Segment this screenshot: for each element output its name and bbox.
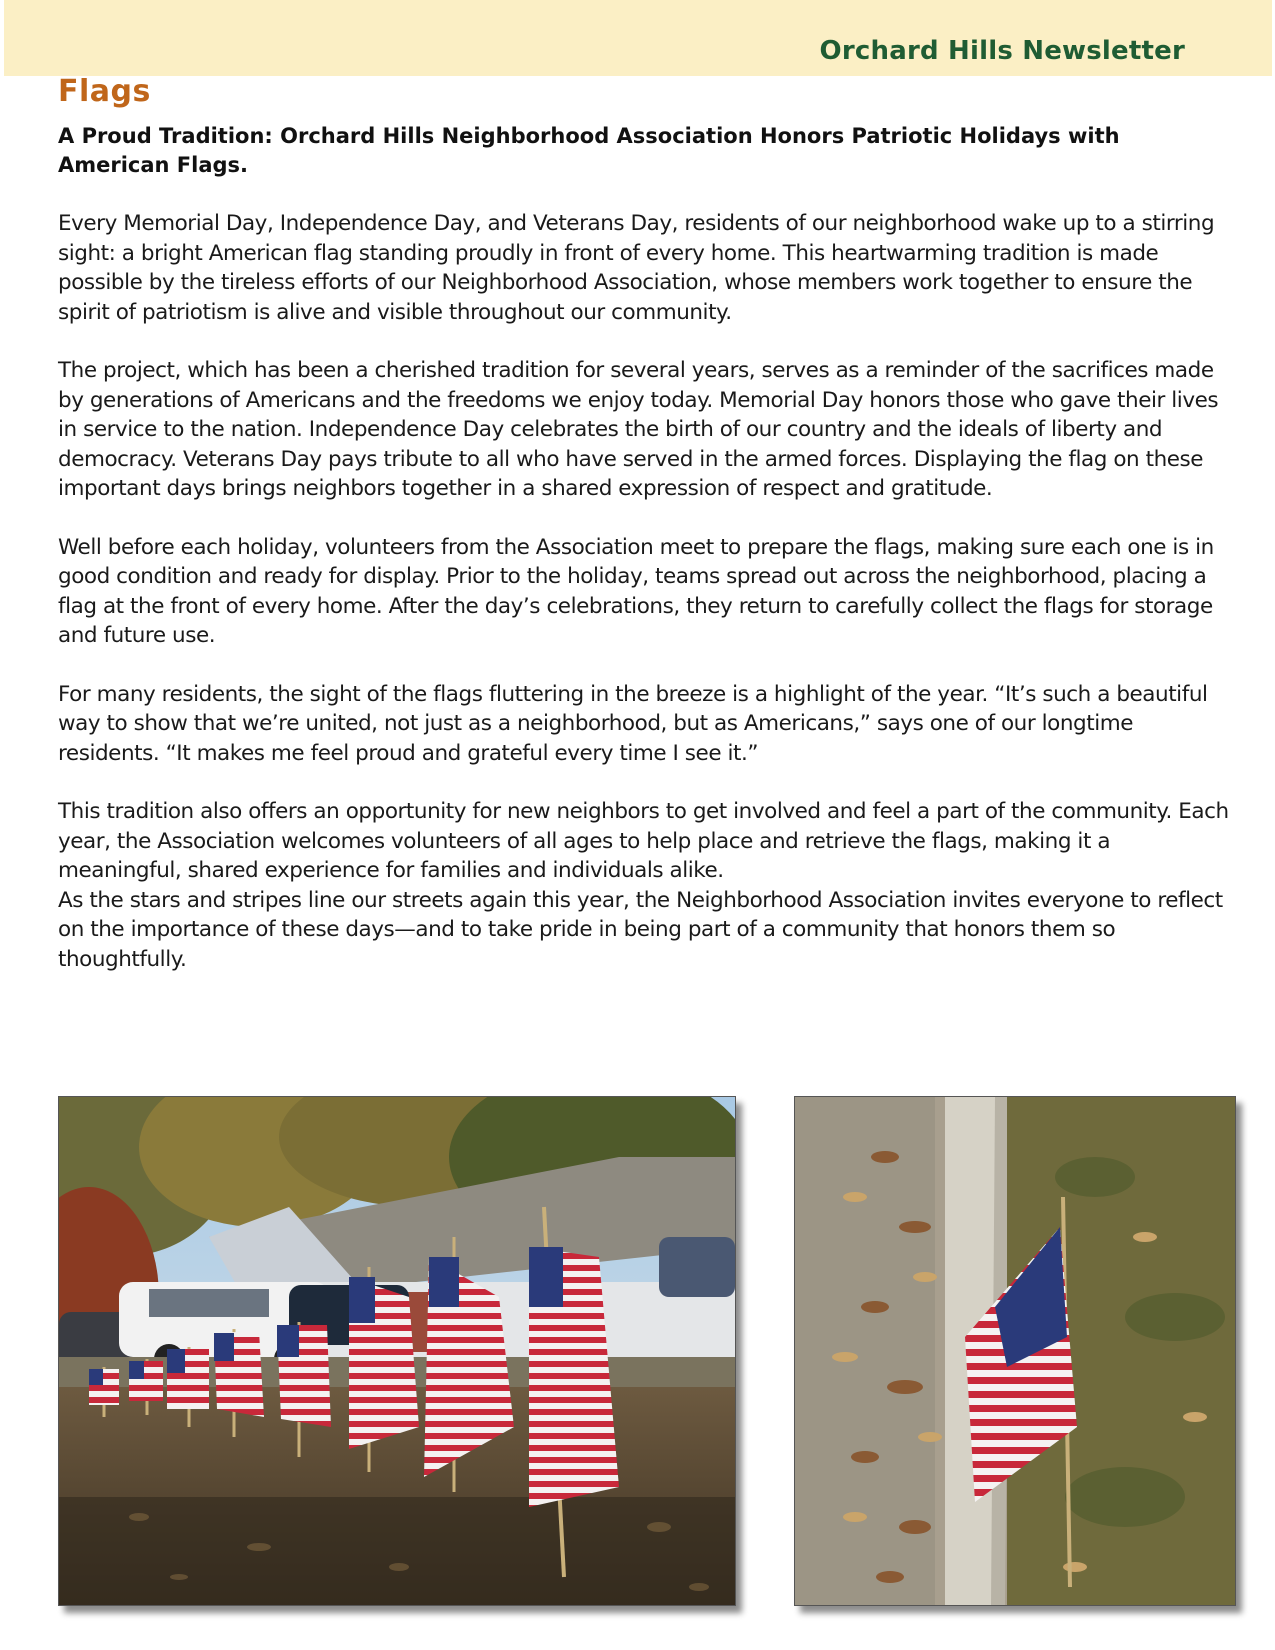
photo-flags-front-yard-image — [59, 1097, 735, 1605]
article-paragraph: Well before each holiday, volunteers from the Association meet to prepare the flags, making sure each one is in good condition and ready for display. Prior to the holiday, teams spread out across the neighborhood, placing a flag at the front of every home. After the day’s celebrations, they return to carefully collect the flags for storage and future use. — [58, 534, 1214, 648]
photo-flags-front-yard — [58, 1096, 736, 1606]
article-paragraph: Every Memorial Day, Independence Day, and Veterans Day, residents of our neighborhood wake up to a stirring sight: a bright American flag standing proudly in front of every home. This heartwarming tradition is made possible by the tireless efforts of our Neighborhood Association, whose members work together to ensure the spirit of patriotism is alive and visible throughout our community. — [58, 211, 1215, 325]
article-paragraph: For many residents, the sight of the flags fluttering in the breeze is a highlight of the year. “It’s such a beautiful way to show that we’re united, not just as a neighborhood, but as Americans,” says one of our longtime residents. “It makes me feel proud and grateful every time I see it.” — [58, 681, 1208, 766]
article-paragraph: As the stars and stripes line our streets again this year, the Neighborhood Association invites everyone to reflect on the importance of these days—and to take pride in being part of a community that honors them so thoughtfully. — [58, 887, 1223, 972]
article-headline: A Proud Tradition: Orchard Hills Neighborhood Association Honors Patriotic Holidays with American Flags. — [58, 124, 1120, 177]
article-paragraph: This tradition also offers an opportunity for new neighbors to get involved and feel a part of the community. Each year, the Association welcomes volunteers of all ages to help place and retrieve the flags, making it a meaningful, shared experience for families and individuals alike. — [58, 799, 1229, 883]
photo-flag-by-curb-image — [795, 1097, 1235, 1605]
section-title: Flags — [58, 74, 151, 109]
newsletter-title: Orchard Hills Newsletter — [819, 36, 1185, 66]
article-paragraph: The project, which has been a cherished tradition for several years, serves as a reminder of the sacrifices made by generations of Americans and the freedoms we enjoy today. Memorial Day honors those who gave their lives in service to the nation. Independence Day celebrates the birth of our country and the ideals of liberty and democracy. Veterans Day pays tribute to all who have served in the armed forces. Displaying the flag on these important days brings neighbors together in a shared expression of respect and gratitude. — [58, 358, 1219, 501]
article-body — [58, 122, 1238, 974]
photo-flag-by-curb — [794, 1096, 1236, 1606]
